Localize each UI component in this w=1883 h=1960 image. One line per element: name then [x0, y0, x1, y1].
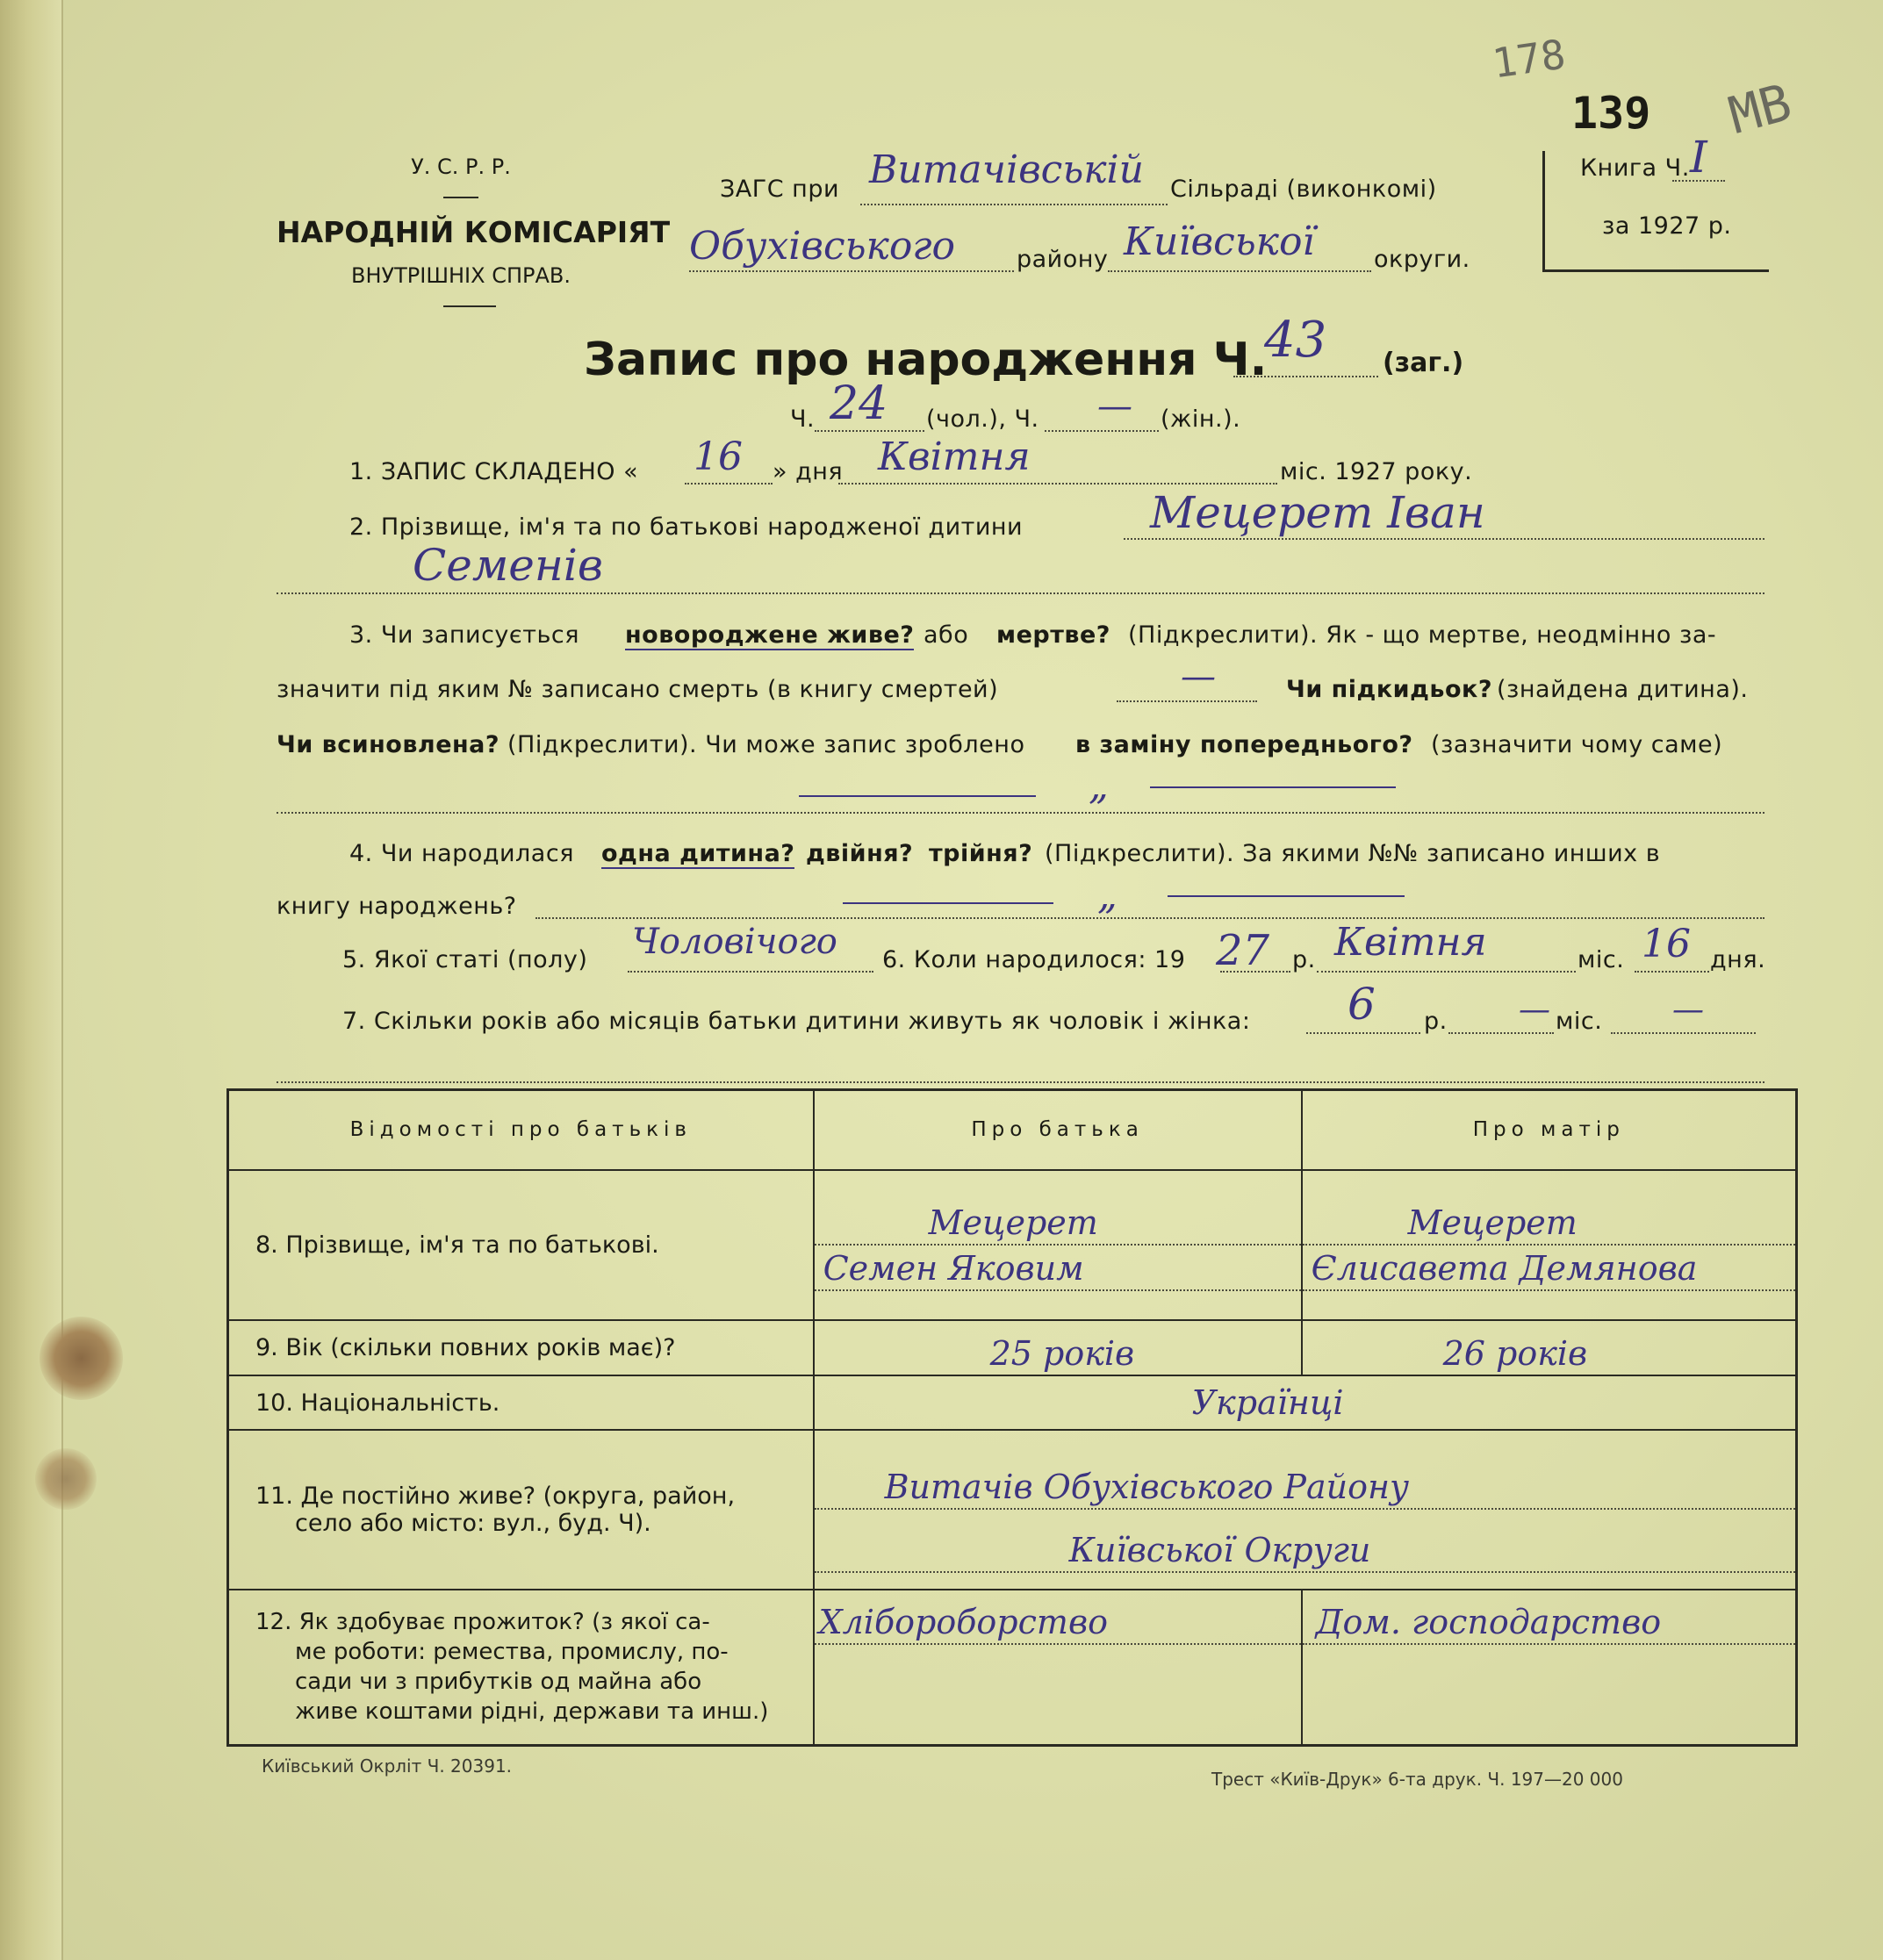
table-row: [228, 1320, 1797, 1375]
zags-suffix: Сільраді (виконкомі): [1170, 176, 1437, 203]
row12-father: [814, 1590, 1302, 1746]
field3-line3-a: (Підкреслити). Чи може запис зроблено: [507, 731, 1025, 758]
dotted-line: [535, 917, 1764, 919]
field3-part3: (Підкреслити). Як - що мертве, неодмінно за-: [1128, 621, 1717, 649]
field1-prefix: 1. ЗАПИС СКЛАДЕНО «: [349, 458, 639, 485]
dotted-line: [1045, 430, 1159, 432]
male-number: 24: [830, 377, 888, 430]
row11-shared: [814, 1430, 1797, 1590]
ink-dash: [799, 795, 1036, 797]
residence-line2: Київської Округи: [1068, 1531, 1371, 1570]
nationality-value: Українці: [1191, 1383, 1344, 1423]
field7-label: 7. Скільки років або місяців батьки дитини живуть як чоловік і жінка:: [342, 1008, 1251, 1035]
field4-ditto: „: [1097, 873, 1118, 918]
binding-edge: [0, 0, 63, 1960]
table-row: [228, 1430, 1797, 1590]
field3-line2-a: значити під яким № записано смерть (в книгу смертей): [277, 676, 999, 703]
dotted-line: [815, 430, 924, 432]
row12-label: 12. Як здобуває прожиток? (з якої са- ме роботи: ремества, промислу, по- сади чи з прибутків од майна або живе коштами рідні, держави та инш.): [228, 1590, 814, 1746]
archive-pencil-number: 178: [1489, 30, 1569, 88]
district-handwritten: Обухівського: [689, 224, 956, 269]
record-number-suffix: (заг.): [1383, 348, 1464, 378]
zags-handwritten: Витачівській: [869, 147, 1144, 192]
male-prefix: Ч.: [790, 406, 816, 433]
field4-part1: 4. Чи народилася: [349, 840, 574, 867]
archive-stamp-number: 139: [1571, 88, 1651, 139]
dotted-line: [685, 483, 773, 485]
dotted-line: [689, 270, 1014, 272]
row9-label: 9. Вік (скільки повних років має)?: [228, 1320, 814, 1375]
header-country: У. С. Р. Р.: [411, 154, 511, 179]
table-row: [228, 1170, 1797, 1320]
okrug-handwritten: Київської: [1124, 219, 1315, 264]
field6-day-suffix: дня.: [1710, 946, 1766, 973]
col-header-mother: Про матір: [1302, 1090, 1797, 1170]
field3-option-foundling: Чи підкидьок?: [1286, 676, 1493, 703]
field3-ditto: „: [1089, 764, 1109, 808]
father-occupation: Хлібороборство: [818, 1602, 1108, 1641]
field6-day: 16: [1642, 922, 1691, 966]
field4-part2: (Підкреслити). За якими №№ записано инших в: [1045, 840, 1661, 867]
table-row: [228, 1375, 1797, 1431]
field3-option-alive: новороджене живе?: [625, 621, 915, 649]
field2-label: 2. Прізвище, ім'я та по батькові народженої дитини: [349, 513, 1024, 541]
book-number: I: [1690, 132, 1707, 183]
field7-dash-extra: —: [1672, 992, 1704, 1028]
dotted-line: [277, 592, 1764, 594]
ink-dash: [1150, 786, 1396, 788]
record-number: 43: [1264, 312, 1327, 369]
dotted-line: [628, 971, 873, 973]
footer-left: Київський Окрліт Ч. 20391.: [262, 1755, 513, 1777]
field1-suffix: міс. 1927 року.: [1280, 458, 1473, 485]
okrug-label: округи.: [1374, 246, 1470, 273]
col-header-info: Відомості про батьків: [228, 1090, 814, 1170]
field3-option-replacement: в заміну попереднього?: [1075, 731, 1413, 758]
mother-occupation: Дом. господарство: [1315, 1602, 1662, 1641]
field4-option-single: одна дитина?: [601, 840, 795, 867]
field1-month: Квітня: [878, 434, 1031, 479]
punch-hole: [40, 1317, 123, 1400]
dotted-line: [1117, 700, 1257, 702]
header-ministry-line2: ВНУТРІШНІХ СПРАВ.: [351, 263, 571, 288]
mother-surname: Мецерет: [1407, 1203, 1578, 1242]
residence-line1: Витачів Обухівського Району: [884, 1468, 1410, 1507]
dotted-line: [1306, 1032, 1420, 1034]
table-row: [228, 1590, 1797, 1746]
female-label: (жін.).: [1161, 406, 1241, 433]
row9-mother: [1302, 1320, 1797, 1375]
ink-dash: [843, 902, 1053, 904]
field6-year-suffix: р.: [1292, 946, 1316, 973]
dotted-line: [860, 204, 1168, 205]
row11-label: 11. Де постійно живе? (округа, район, село або місто: вул., буд. Ч).: [228, 1430, 814, 1590]
dotted-line: [277, 812, 1764, 814]
row12-mother: [1302, 1590, 1797, 1746]
mother-age: 26 років: [1442, 1333, 1588, 1373]
book-year: за 1927 р.: [1602, 212, 1732, 240]
row8-mother: [1302, 1170, 1797, 1320]
field4-line2: книгу народжень?: [277, 893, 517, 920]
header-ministry-line1: НАРОДНІЙ КОМІСАРІЯТ: [277, 215, 671, 249]
dotted-line: [1317, 971, 1576, 973]
field3-option-dead: мертве?: [996, 621, 1110, 649]
row10-shared: [814, 1375, 1797, 1431]
district-label: району: [1017, 246, 1109, 273]
father-name: Семен Яковим: [823, 1248, 1084, 1288]
field3-line3-b: (зазначити чому саме): [1431, 731, 1723, 758]
ink-dash: [1168, 895, 1405, 897]
field3-line2-b: (знайдена дитина).: [1497, 676, 1749, 703]
row9-father: [814, 1320, 1302, 1375]
row8-father: [814, 1170, 1302, 1320]
col-header-father: Про батька: [814, 1090, 1302, 1170]
field3-option-adopted: Чи всиновлена?: [277, 731, 500, 758]
field4-option-twins: двійня?: [806, 840, 914, 867]
mother-name: Єлисавета Демянова: [1311, 1248, 1698, 1288]
field7-months-suffix: міс.: [1556, 1008, 1603, 1035]
father-age: 25 років: [989, 1333, 1135, 1373]
field6-month-suffix: міс.: [1578, 946, 1625, 973]
field7-years: 6: [1348, 979, 1376, 1030]
zags-prefix: ЗАГС при: [720, 176, 840, 203]
field6-label: 6. Коли народилося: 19: [882, 946, 1186, 973]
record-title: Запис про народження Ч.: [584, 334, 1268, 386]
dotted-line: [838, 483, 1277, 485]
row8-label: 8. Прізвище, ім'я та по батькові.: [228, 1170, 814, 1320]
dotted-line: [277, 1081, 1764, 1083]
field1-day: 16: [694, 434, 743, 479]
field5-label: 5. Якої статі (полу): [342, 946, 588, 973]
field3-part2: або: [924, 621, 969, 649]
dotted-line: [1108, 270, 1371, 272]
field4-option-triplets: трійня?: [929, 840, 1033, 867]
field1-mid: » дня: [773, 458, 844, 485]
field3-part1: 3. Чи записується: [349, 621, 579, 649]
male-label: (чол.), Ч.: [926, 406, 1039, 433]
dotted-line: [1611, 1032, 1756, 1034]
child-name: Мецерет Іван: [1150, 487, 1485, 538]
child-patronymic: Семенів: [413, 540, 603, 591]
field6-month: Квітня: [1334, 920, 1487, 965]
field6-year: 27: [1216, 926, 1270, 975]
divider: [443, 305, 496, 307]
field3-dash: —: [1181, 657, 1216, 697]
table-header-row: [228, 1090, 1797, 1170]
row10-label: 10. Національність.: [228, 1375, 814, 1431]
female-number: —: [1097, 386, 1132, 427]
divider: [443, 197, 478, 198]
parents-table: [226, 1088, 1798, 1747]
dotted-line: [1448, 1032, 1554, 1034]
archive-pencil-initials: МВ: [1722, 72, 1798, 146]
dotted-line: [1124, 538, 1764, 540]
dotted-line: [1635, 971, 1709, 973]
father-surname: Мецерет: [928, 1203, 1098, 1242]
book-label: Книга Ч.: [1580, 154, 1690, 182]
punch-hole: [35, 1448, 97, 1510]
field5-value: Чоловічого: [632, 922, 837, 962]
field7-years-suffix: р.: [1424, 1008, 1448, 1035]
field7-months: —: [1519, 992, 1550, 1028]
dotted-line: [1233, 376, 1378, 377]
footer-right: Трест «Київ-Друк» 6-та друк. Ч. 197—20 000: [1211, 1769, 1623, 1790]
